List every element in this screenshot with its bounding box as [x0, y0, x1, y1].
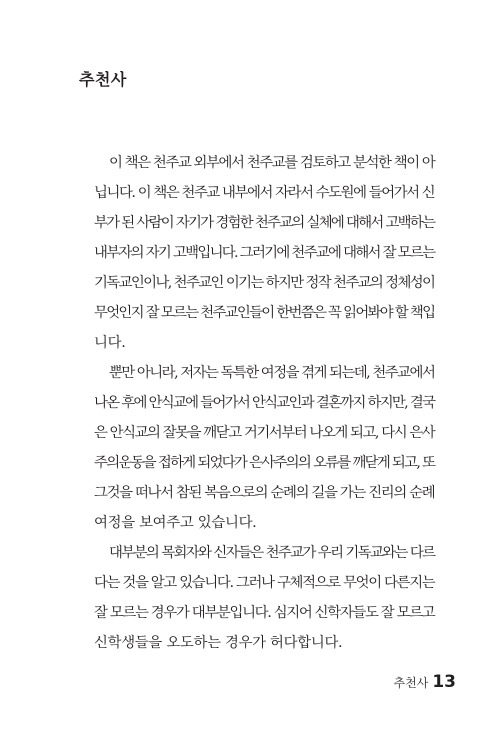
- body-text: [79, 148, 435, 658]
- paragraph-3: [79, 538, 435, 658]
- text-line: 다는 것을 알고 있습니다. 그러나 구체적으로 무엇이 다른지는: [94, 575, 435, 591]
- paragraph-1: [79, 148, 435, 358]
- text-line: 주의운동을 접하게 되었다가 은사주의의 오류를 깨닫게 되고, 또: [94, 455, 435, 471]
- text-line: 부가 된 사람이 자기가 경험한 천주교의 실체에 대해서 고백하는: [94, 215, 435, 231]
- text-line: 잘 모르는 경우가 대부분입니다. 심지어 신학자들도 잘 모르고: [94, 605, 435, 621]
- paragraph-2: [79, 358, 435, 538]
- text-line: 닙니다. 이 책은 천주교 내부에서 자라서 수도원에 들어가서 신: [94, 185, 435, 201]
- text-line: 무엇인지 잘 모르는 천주교인들이 한번쯤은 꼭 읽어봐야 할 책입: [94, 305, 435, 321]
- text-line: 대부분의 목회자와 신자들은 천주교가 우리 기독교와는 다르: [109, 545, 435, 561]
- text-line: 은 안식교의 잘못을 깨닫고 거기서부터 나오게 되고, 다시 은사: [94, 425, 435, 441]
- text-line: 내부자의 자기 고백입니다. 그러기에 천주교에 대해서 잘 모르는: [94, 245, 435, 261]
- text-line: 뿐만 아니라, 저자는 독특한 여정을 겪게 되는데, 천주교에서: [109, 365, 435, 381]
- page-number: 13: [432, 672, 456, 692]
- text-line: 나온 후에 안식교에 들어가서 안식교인과 결혼까지 하지만, 결국: [94, 395, 435, 411]
- page-footer: [394, 672, 456, 692]
- section-heading: 추천사: [79, 70, 127, 89]
- running-title: 추천사: [393, 676, 429, 690]
- text-line: 신학생들을 오도하는 경우가 허다합니다.: [94, 635, 343, 651]
- text-line: 기독교인이나, 천주교인 이기는 하지만 정작 천주교의 정체성이: [94, 275, 435, 291]
- text-line: 니다.: [94, 335, 126, 351]
- text-line: 여정을 보여주고 있습니다.: [94, 515, 257, 531]
- text-line: 이 책은 천주교 외부에서 천주교를 검토하고 분석한 책이 아: [109, 155, 435, 171]
- text-line: 그것을 떠나서 참된 복음으로의 순례의 길을 가는 진리의 순례: [94, 485, 435, 501]
